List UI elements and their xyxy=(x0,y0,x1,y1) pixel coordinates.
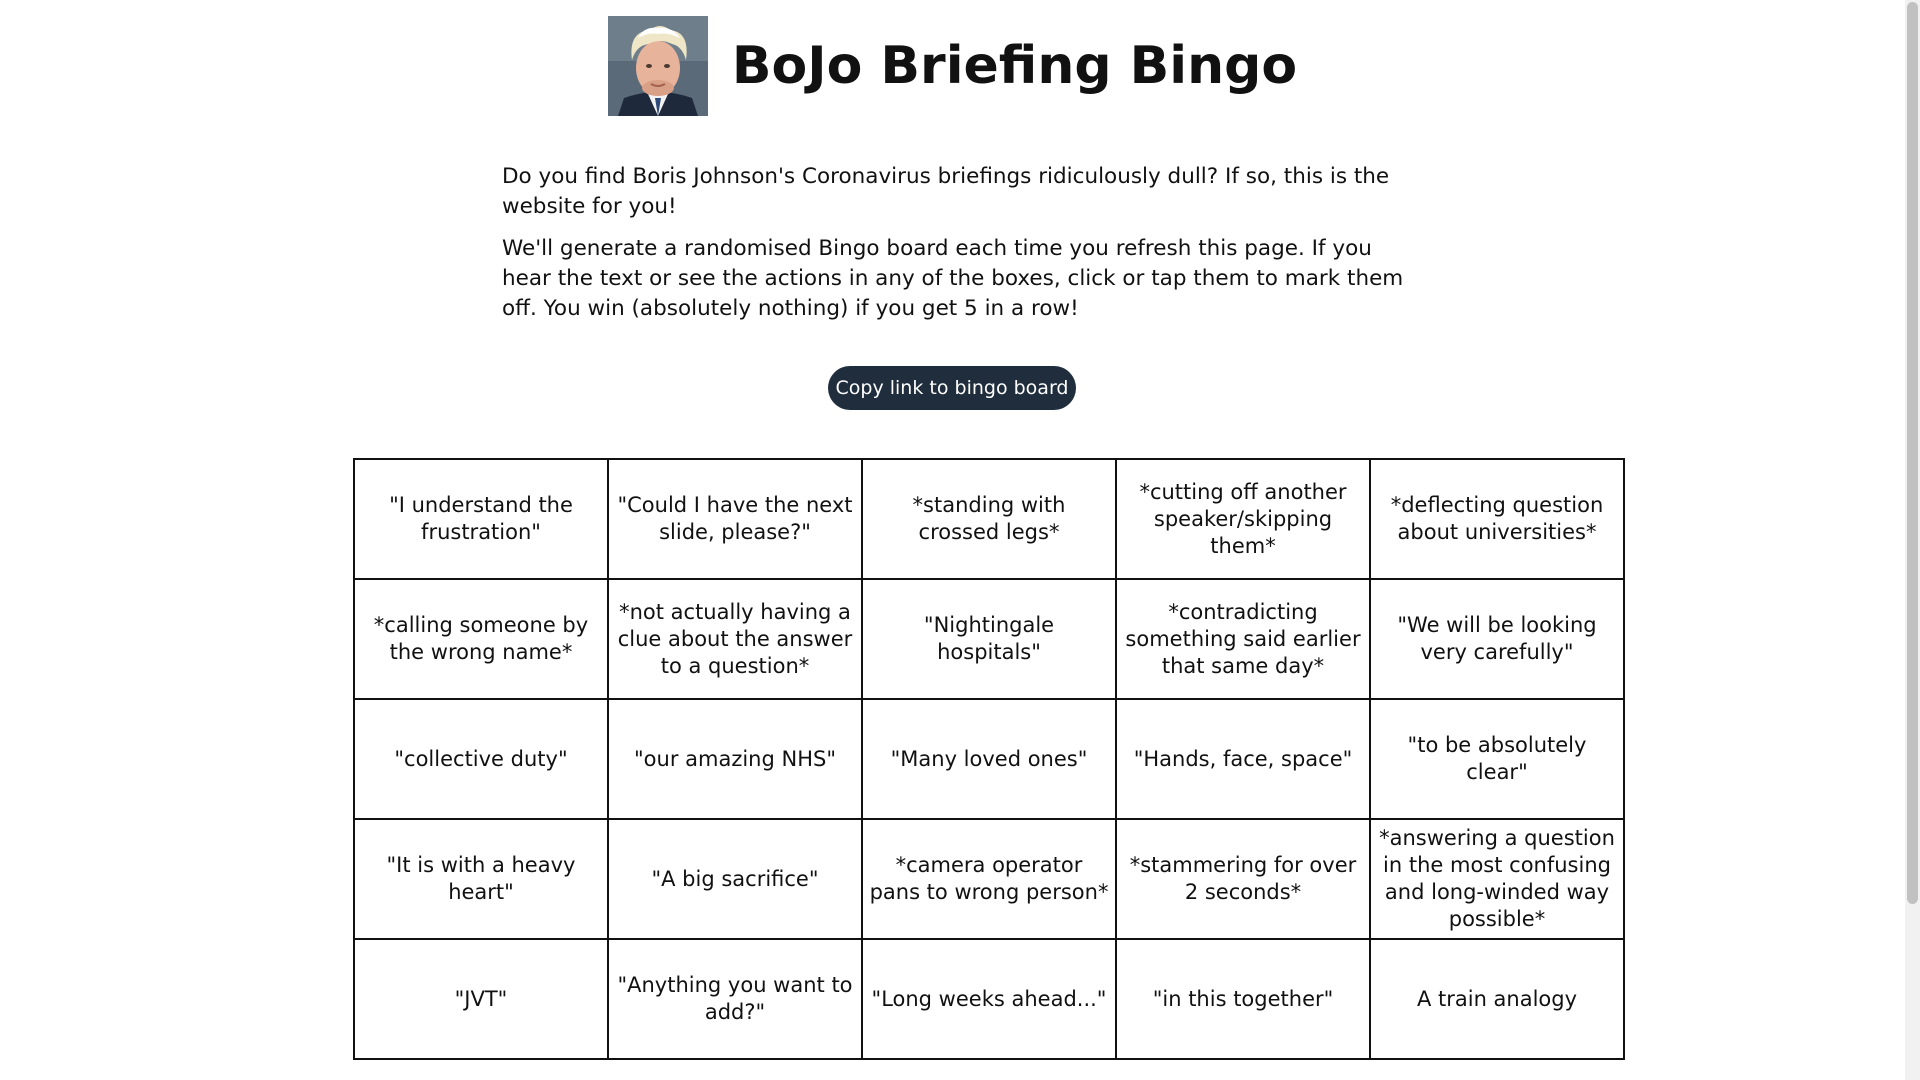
bingo-cell[interactable]: A train analogy xyxy=(1370,939,1624,1059)
copy-link-button[interactable]: Copy link to bingo board xyxy=(828,366,1076,410)
bingo-row-4 xyxy=(354,819,1624,939)
scrollbar-thumb[interactable] xyxy=(1907,2,1918,904)
bingo-cell[interactable]: "Anything you want to add?" xyxy=(608,939,862,1059)
intro-paragraph-1: Do you find Boris Johnson's Coronavirus briefings ridiculously dull? If so, this is the website for you! xyxy=(502,164,1390,219)
bingo-row-2 xyxy=(354,579,1624,699)
bingo-cell[interactable]: *calling someone by the wrong name* xyxy=(354,579,608,699)
bingo-cell[interactable]: "collective duty" xyxy=(354,699,608,819)
bingo-cell[interactable]: "I understand the frustration" xyxy=(354,459,608,579)
intro-paragraph-2: We'll generate a randomised Bingo board each time you refresh this page. If you hear the text or see the actions in any of the boxes, click or tap them to mark them off. You win (absolutely nothing) if you get 5 in a row! xyxy=(502,236,1404,321)
page-title: BoJo Briefing Bingo xyxy=(731,36,1298,96)
bingo-cell[interactable]: "Long weeks ahead..." xyxy=(862,939,1116,1059)
bingo-cell[interactable]: "Many loved ones" xyxy=(862,699,1116,819)
bingo-cell[interactable]: "Could I have the next slide, please?" xyxy=(608,459,862,579)
bingo-cell[interactable]: "JVT" xyxy=(354,939,608,1059)
bingo-cell[interactable]: *cutting off another speaker/skipping them* xyxy=(1116,459,1370,579)
bingo-cell[interactable]: "We will be looking very carefully" xyxy=(1370,579,1624,699)
vertical-scrollbar[interactable] xyxy=(1905,0,1920,1080)
boris-johnson-portrait xyxy=(608,16,708,116)
bingo-row-1 xyxy=(354,459,1624,579)
bingo-row-3 xyxy=(354,699,1624,819)
bingo-cell[interactable]: *contradicting something said earlier that same day* xyxy=(1116,579,1370,699)
bingo-cell[interactable]: *answering a question in the most confusing and long-winded way possible* xyxy=(1370,819,1624,939)
bingo-row-5 xyxy=(354,939,1624,1059)
bingo-cell[interactable]: "Hands, face, space" xyxy=(1116,699,1370,819)
bingo-cell[interactable]: "It is with a heavy heart" xyxy=(354,819,608,939)
bingo-cell[interactable]: "in this together" xyxy=(1116,939,1370,1059)
bingo-cell[interactable]: *not actually having a clue about the answer to a question* xyxy=(608,579,862,699)
bingo-cell[interactable]: "to be absolutely clear" xyxy=(1370,699,1624,819)
intro-text xyxy=(502,162,1407,336)
bingo-cell[interactable]: "our amazing NHS" xyxy=(608,699,862,819)
bingo-cell[interactable]: *standing with crossed legs* xyxy=(862,459,1116,579)
bingo-cell[interactable]: "Nightingale hospitals" xyxy=(862,579,1116,699)
bingo-cell[interactable]: "A big sacrifice" xyxy=(608,819,862,939)
header xyxy=(0,16,1905,116)
bingo-board xyxy=(353,458,1625,1060)
bingo-cell[interactable]: *deflecting question about universities* xyxy=(1370,459,1624,579)
bingo-cell[interactable]: *camera operator pans to wrong person* xyxy=(862,819,1116,939)
bingo-cell[interactable]: *stammering for over 2 seconds* xyxy=(1116,819,1370,939)
